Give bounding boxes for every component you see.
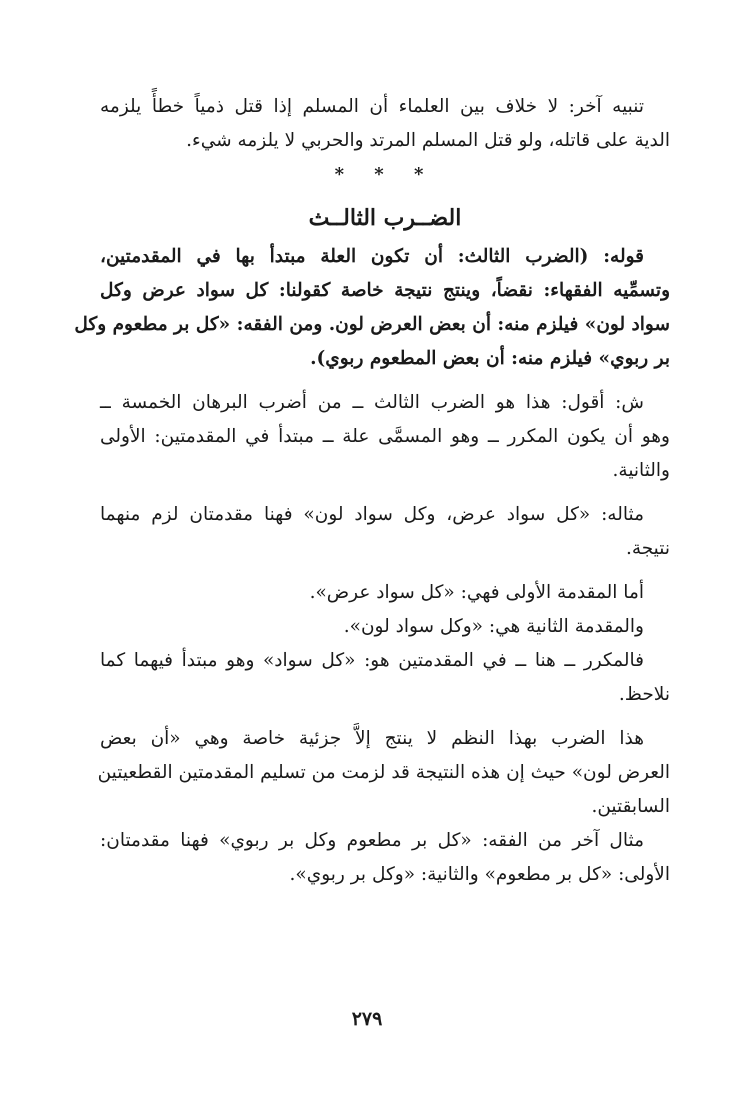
text-line: العرض لون» حيث إن هذه النتيجة قد لزمت من تسليم المقدمتين القطعيتين [97,762,670,783]
text-line: هذا الضرب بهذا النظم لا ينتج إلاَّ جزئية خاصة وهي «أن بعض [100,728,644,749]
conclusion-paragraph [97,722,670,824]
premise-first: أما المقدمة الأولى فهي: «كل سواد عرض». [309,582,644,603]
text-line: نتيجة. [625,538,670,559]
fiqh-example-paragraph [100,824,670,892]
text-line: وتسمِّيه الفقهاء: نقضاً، وينتج نتيجة خاصة كقولنا: كل سواد عرض وكل [100,280,670,301]
section-separator: * * * [334,164,436,185]
text-line: الأولى: «كل بر مطعوم» والثانية: «وكل بر ربوي». [289,864,670,885]
text-line: قوله: (الضرب الثالث: أن تكون العلة مبتدأ بها في المقدمتين، [100,246,644,267]
text-line: فالمكرر ــ هنا ــ في المقدمتين هو: «كل سواد» وهو مبتدأ فيهما كما [100,650,644,671]
page-body [74,90,670,892]
quote-paragraph [74,240,670,376]
text-line: مثال آخر من الفقه: «كل بر مطعوم وكل بر ربوي» فهنا مقدمتان: [100,830,644,851]
text-line: الدية على قاتله، ولو قتل المسلم المرتد والحربي لا يلزمه شيء. [186,130,670,151]
text-line: تنبيه آخر: لا خلاف بين العلماء أن المسلم إذا قتل ذمياً خطأً يلزمه [100,96,644,117]
section-heading: الضــرب الثالــث [308,205,462,231]
commentary-paragraph [100,386,670,488]
text-line: ش: أقول: هذا هو الضرب الثالث ــ من أضرب البرهان الخمسة ــ [100,392,644,413]
text-line: وهو أن يكون المكرر ــ وهو المسمَّى علة ــ مبتدأ في المقدمتين: الأولى [100,426,670,447]
text-line: سواد لون» فيلزم منه: أن بعض العرض لون. ومن الفقه: «كل بر مطعوم وكل [74,314,670,335]
text-line: والثانية. [612,460,670,481]
page-number: ٢٧٩ [351,1008,383,1030]
text-line: بر ربوي» فيلزم منه: أن بعض المطعوم ربوي). [310,348,670,369]
premise-second: والمقدمة الثانية هي: «وكل سواد لون». [343,616,644,637]
example-paragraph [100,498,670,566]
text-line: السابقتين. [591,796,670,817]
text-line: مثاله: «كل سواد عرض، وكل سواد لون» فهنا مقدمتان لزم منهما [100,504,644,525]
note-paragraph [100,90,670,158]
text-line: نلاحظ. [618,684,670,705]
repeated-paragraph [100,644,670,712]
